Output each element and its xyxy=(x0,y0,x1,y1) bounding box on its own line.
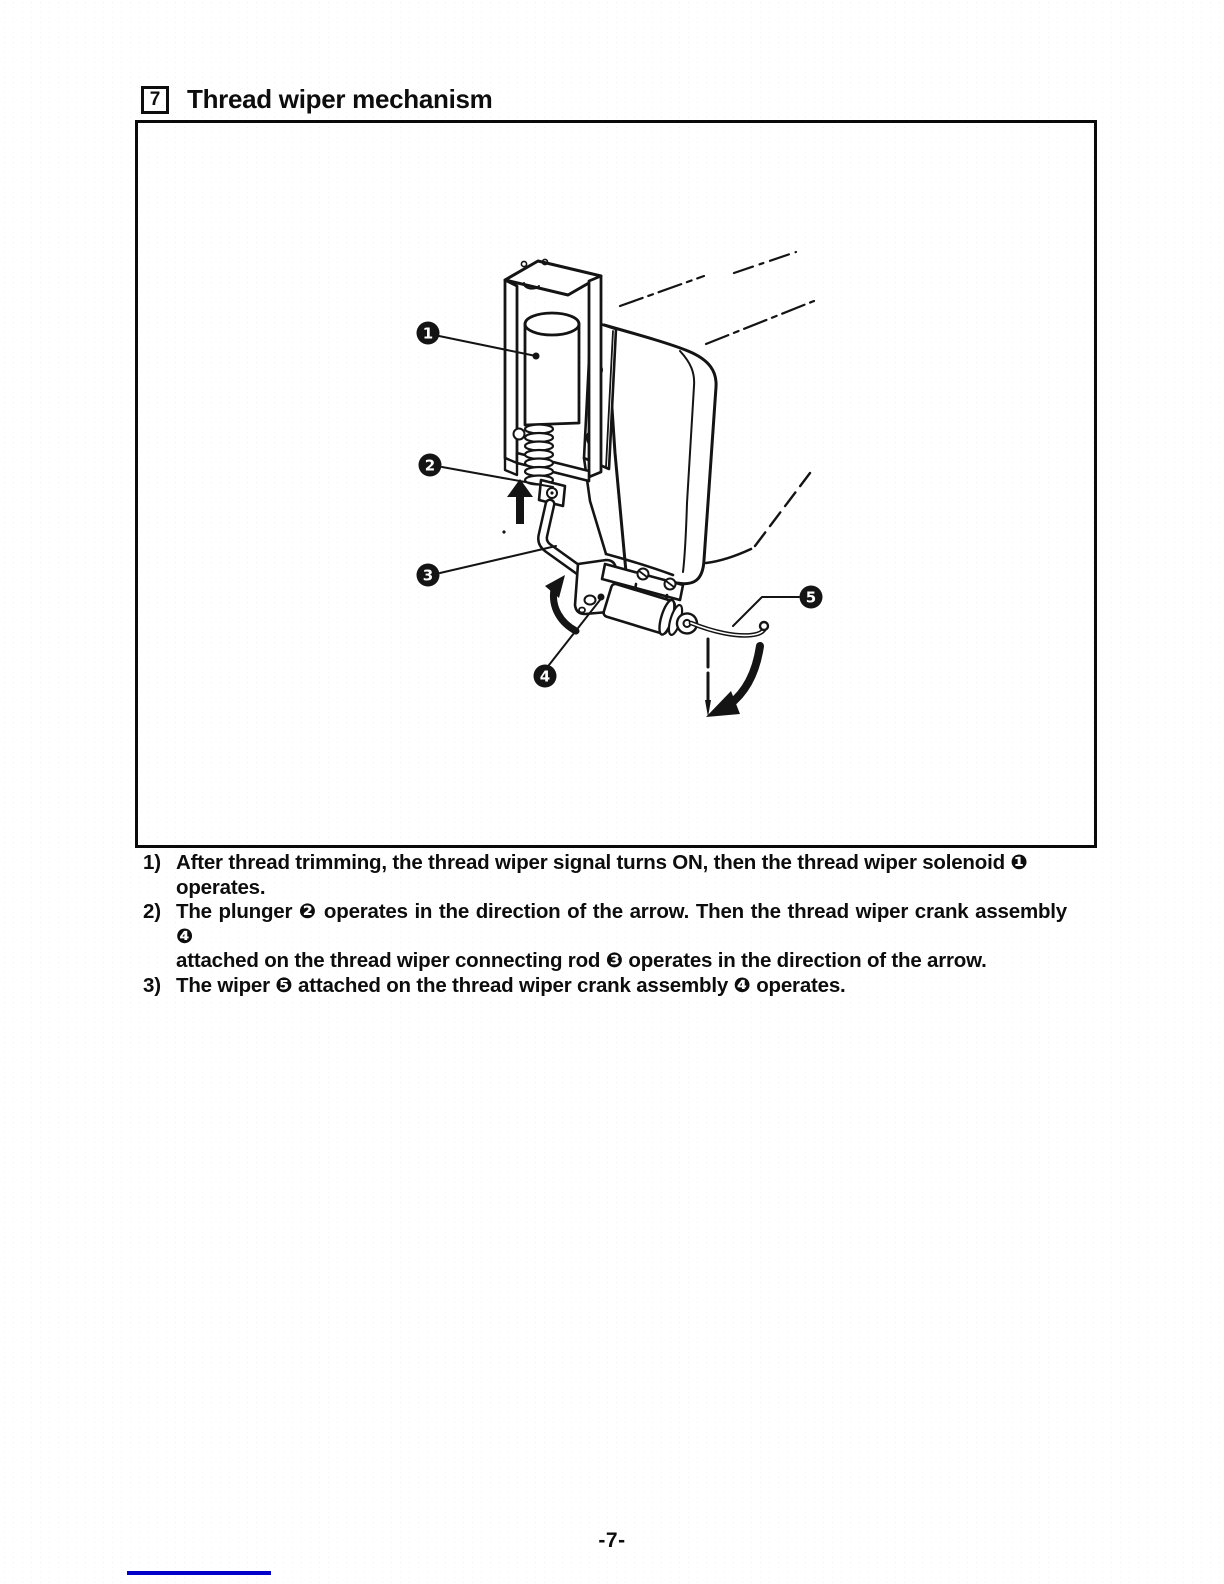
list-item-text: The wiper ❺ attached on the thread wiper crank assembly ❹ operates. xyxy=(176,973,846,997)
page-number: -7- xyxy=(598,1529,626,1552)
list-item-number: 3) xyxy=(143,973,161,997)
list-item xyxy=(143,851,1067,900)
section-header xyxy=(141,84,493,115)
list-item-number: 1) xyxy=(143,851,161,874)
page-title: Thread wiper mechanism xyxy=(187,84,493,114)
figure-box xyxy=(135,120,1097,848)
svg-text:3: 3 xyxy=(422,566,434,585)
callout-4 xyxy=(534,600,601,688)
callout-3 xyxy=(417,546,557,587)
wiper-wire xyxy=(691,622,768,635)
list-item xyxy=(143,900,1067,974)
svg-text:4: 4 xyxy=(539,667,551,686)
thread-wiper-diagram xyxy=(138,123,1094,845)
list-item xyxy=(143,974,1067,999)
list-item-text: After thread trimming, the thread wiper signal turns ON, then the thread wiper solenoid ❶ operates. xyxy=(176,851,1028,899)
machine-body xyxy=(584,252,814,584)
section-number-box: 7 xyxy=(141,86,169,114)
crank-rotation-arrow xyxy=(545,575,576,631)
footer-underline xyxy=(127,1571,271,1575)
needle xyxy=(705,639,711,717)
plunger-direction-arrow xyxy=(502,479,533,534)
svg-text:1: 1 xyxy=(422,324,434,343)
thread-wiper-solenoid xyxy=(525,313,579,425)
svg-text:2: 2 xyxy=(424,456,436,475)
explanation-list xyxy=(143,851,1067,998)
callout-5 xyxy=(733,586,823,627)
wiper-direction-arrow xyxy=(706,646,760,717)
list-item-text: The plunger ❷ operates in the direction of the arrow. Then the thread wiper crank assembly ❹ attached on the thread wiper connecting rod ❸ operates in the direction of the arrow. xyxy=(176,900,1067,972)
list-item-number: 2) xyxy=(143,900,161,923)
svg-text:5: 5 xyxy=(805,588,817,607)
